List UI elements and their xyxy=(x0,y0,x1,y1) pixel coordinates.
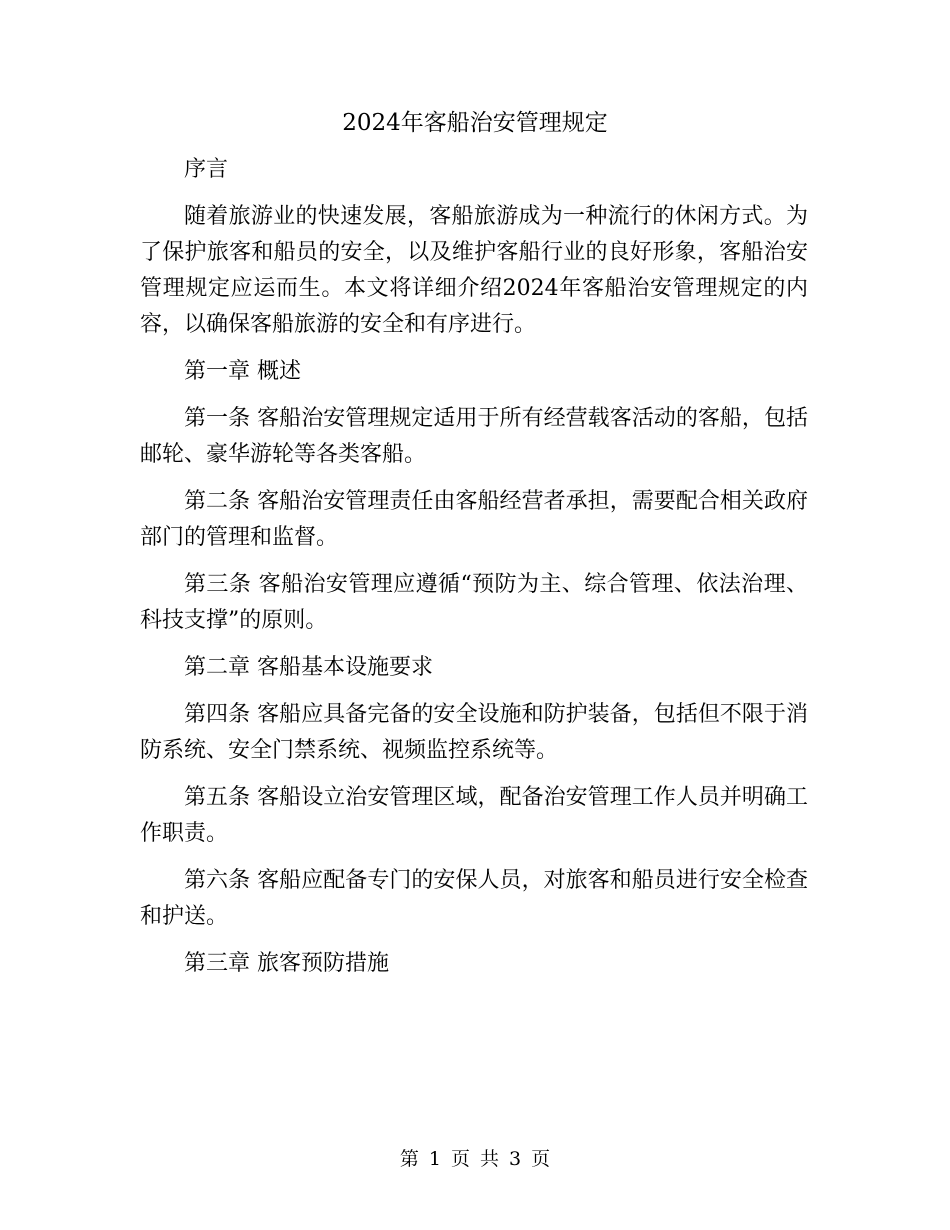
page-number-footer: 第 1 页 共 3 页 xyxy=(399,1148,551,1170)
article-4: 第四条 客船应具备完备的安全设施和防护装备，包括但不限于消防系统、安全门禁系统、视频监控系统等。 xyxy=(140,702,808,763)
chapter-3-heading: 第三章 旅客预防措施 xyxy=(184,951,389,976)
article-2: 第二条 客船治安管理责任由客船经营者承担，需要配合相关政府部门的管理和监督。 xyxy=(140,489,808,550)
chapter-1-heading: 第一章 概述 xyxy=(184,359,301,384)
article-3: 第三条 客船治安管理应遵循“预防为主、综合管理、依法治理、科技支撑”的原则。 xyxy=(140,572,808,633)
article-5: 第五条 客船设立治安管理区域，配备治安管理工作人员并明确工作职责。 xyxy=(140,785,808,846)
article-6: 第六条 客船应配备专门的安保人员，对旅客和船员进行安全检查和护送。 xyxy=(140,868,808,929)
chapter-2-heading: 第二章 客船基本设施要求 xyxy=(184,655,433,680)
preface-paragraph: 随着旅游业的快速发展，客船旅游成为一种流行的休闲方式。为了保护旅客和船员的安全，以及维护客船行业的良好形象，客船治安管理规定应运而生。本文将详细介绍2024年客船治安管理规定的内容，以确保客船旅游的安全和有序进行。 xyxy=(140,204,808,337)
preface-heading: 序言 xyxy=(184,157,229,182)
document-title: 2024年客船治安管理规定 xyxy=(342,110,608,136)
article-1: 第一条 客船治安管理规定适用于所有经营载客活动的客船，包括邮轮、豪华游轮等各类客船。 xyxy=(140,406,808,467)
document-body xyxy=(140,152,808,993)
